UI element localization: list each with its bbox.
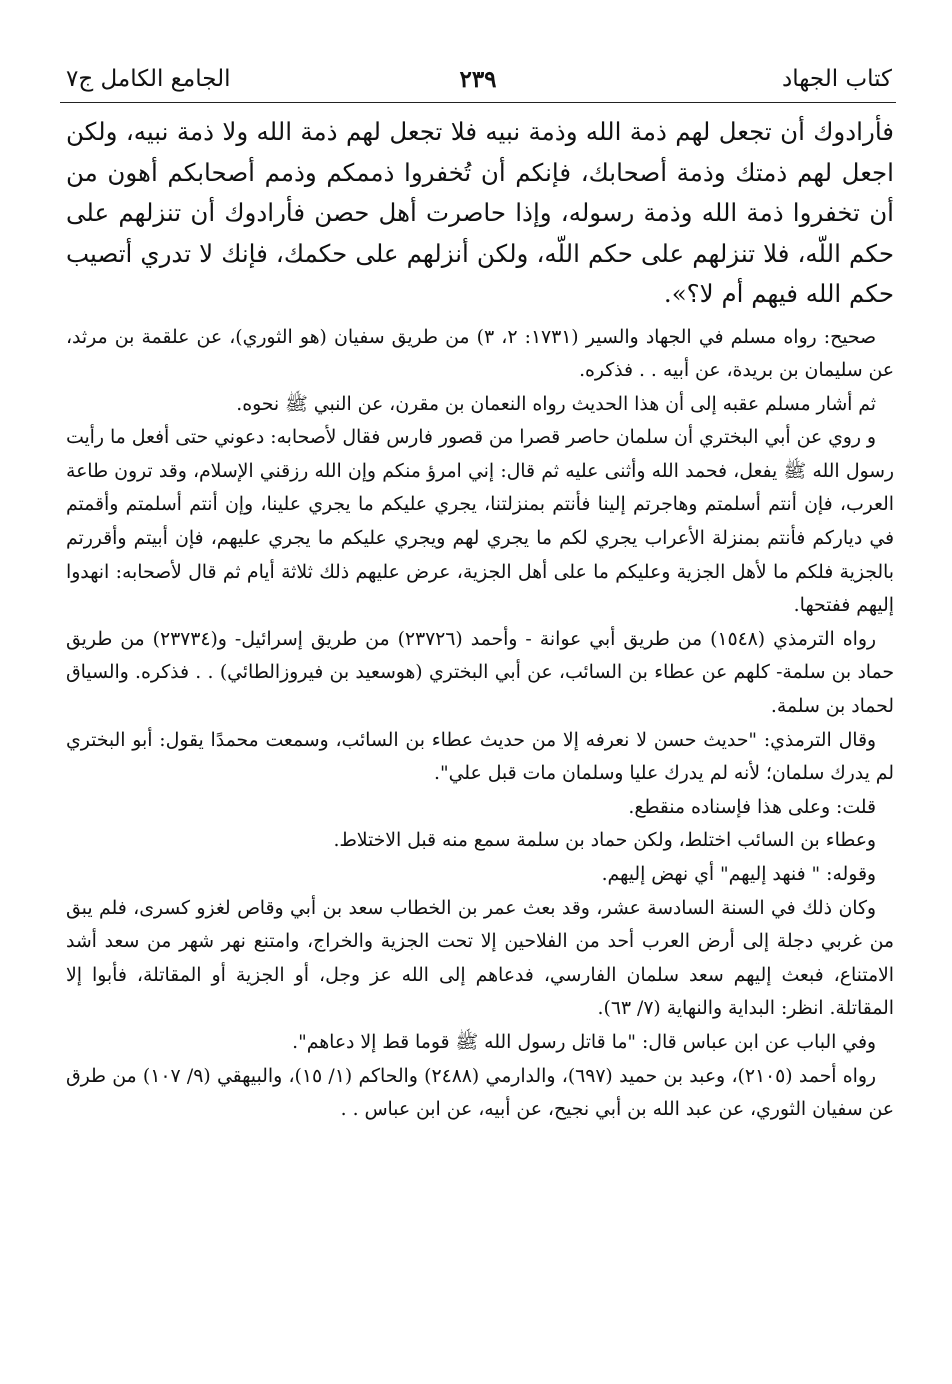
related-hadith-paragraph: وفي الباب عن ابن عباس قال: "ما قاتل رسول الله ﷺ قوما قط إلا دعاهم". (292, 1031, 876, 1053)
comment-paragraph: قلت: وعلى هذا فإسناده منقطع. (628, 796, 876, 818)
book-title: كتاب الجهاد (782, 66, 892, 92)
explanation-paragraph: وقوله: " فنهد إليهم" أي نهض إليهم. (601, 864, 876, 885)
tirmidhi-quote-paragraph: وقال الترمذي: "حديث حسن لا نعرفه إلا من حديث عطاء بن السائب، وسمعت محمدًا يقول: أبو البختري لم يدرك سلمان؛ لأنه لم يدرك عليا وسلمان مات قبل علي". (66, 729, 894, 785)
volume-title: الجامع الكامل ج٧ (66, 66, 231, 92)
narration-paragraph: و روي عن أبي البختري أن سلمان حاصر قصرا من قصور فارس فقال لأصحابه: دعوني حتى أفعل ما رأيت رسول الله ﷺ يفعل، فحمد الله وأثنى عليه ثم قال: إني امرؤ منكم وإن الله رزقني الإسلام، وقد ترون طاعة العرب، فإن أنتم أسلمتم وهاجرتم إلينا فأنتم بمنزلتنا، يجري عليكم ما يجري علينا، وإن أنتم أسلمتم وأقمتم في دياركم فأنتم بمنزلة الأعراب يجري لكم ما يجري لهم ويجري عليكم ما يجري عليهم، فإن أبيتم وأقررتم بالجزية فلكم ما لأهل الجزية وعليكم ما على أهل الجزية، عرض عليهم ذلك ثلاثة أيام ثم قال لأصحابه: انهدوا إليهم ففتحها. (66, 427, 894, 617)
history-paragraph: وكان ذلك في السنة السادسة عشر، وقد بعث عمر بن الخطاب سعد بن أبي وقاص لغزو كسرى، فلم يبق من غربي دجلة إلى أرض العرب أحد من الفلاحين إلا تحت الجزية والخراج، وامتنع نهر شهر من سعد أشد الامتناع، فبعث إليهم سعد سلمان الفارسي، فدعاهم إلى الله عز وجل، أو الجزية أو المقاتلة، فأبوا إلا المقاتلة. انظر: البداية والنهاية (٧/ ٦٣). (66, 897, 894, 1020)
page-body (66, 112, 894, 1127)
page-number: ٢٣٩ (459, 66, 497, 93)
hadith-text: فأرادوك أن تجعل لهم ذمة الله وذمة نبيه فلا تجعل لهم ذمة الله ولا ذمة نبيه، ولكن اجعل لهم ذمتك وذمة أصحابك، فإنكم أن تُخفروا ذممكم وذمم أصحابكم أهون من أن تخفروا ذمة الله وذمة رسوله، وإذا حاصرت أهل حصن فأرادوك أن تنزلهم على حكم اللّه، فلا تنزلهم على حكم اللّه، ولكن أنزلهم على حكمك، فإنك لا تدري أتصيب حكم الله فيهم أم لا؟». (66, 117, 894, 308)
running-header (60, 62, 896, 103)
takhrij-paragraph: صحيح: رواه مسلم في الجهاد والسير (١٧٣١: ٢، ٣) من طريق سفيان (هو الثوري)، عن علقمة بن مرثد، عن سليمان بن بريدة، عن أبيه . . فذكره. (66, 326, 894, 382)
takhrij-paragraph: رواه الترمذي (١٥٤٨) من طريق أبي عوانة - وأحمد (٢٣٧٢٦) من طريق إسرائيل- و(٢٣٧٣٤) من طريق حماد بن سلمة- كلهم عن عطاء بن السائب، عن أبي البختري (هوسعيد بن فيروزالطائي) . . فذكره. والسياق لحماد بن سلمة. (66, 628, 894, 718)
note-paragraph: ثم أشار مسلم عقبه إلى أن هذا الحديث رواه النعمان بن مقرن، عن النبي ﷺ نحوه. (236, 393, 876, 415)
takhrij-paragraph: رواه أحمد (٢١٠٥)، وعبد بن حميد (٦٩٧)، والدارمي (٢٤٨٨) والحاكم (١/ ١٥)، والبيهقي (٩/ ١٠٧) من طرق عن سفيان الثوري، عن عبد الله بن أبي نجيح، عن أبيه، عن ابن عباس . . (66, 1065, 894, 1121)
comment-paragraph: وعطاء بن السائب اختلط، ولكن حماد بن سلمة سمع منه قبل الاختلاط. (333, 830, 876, 852)
